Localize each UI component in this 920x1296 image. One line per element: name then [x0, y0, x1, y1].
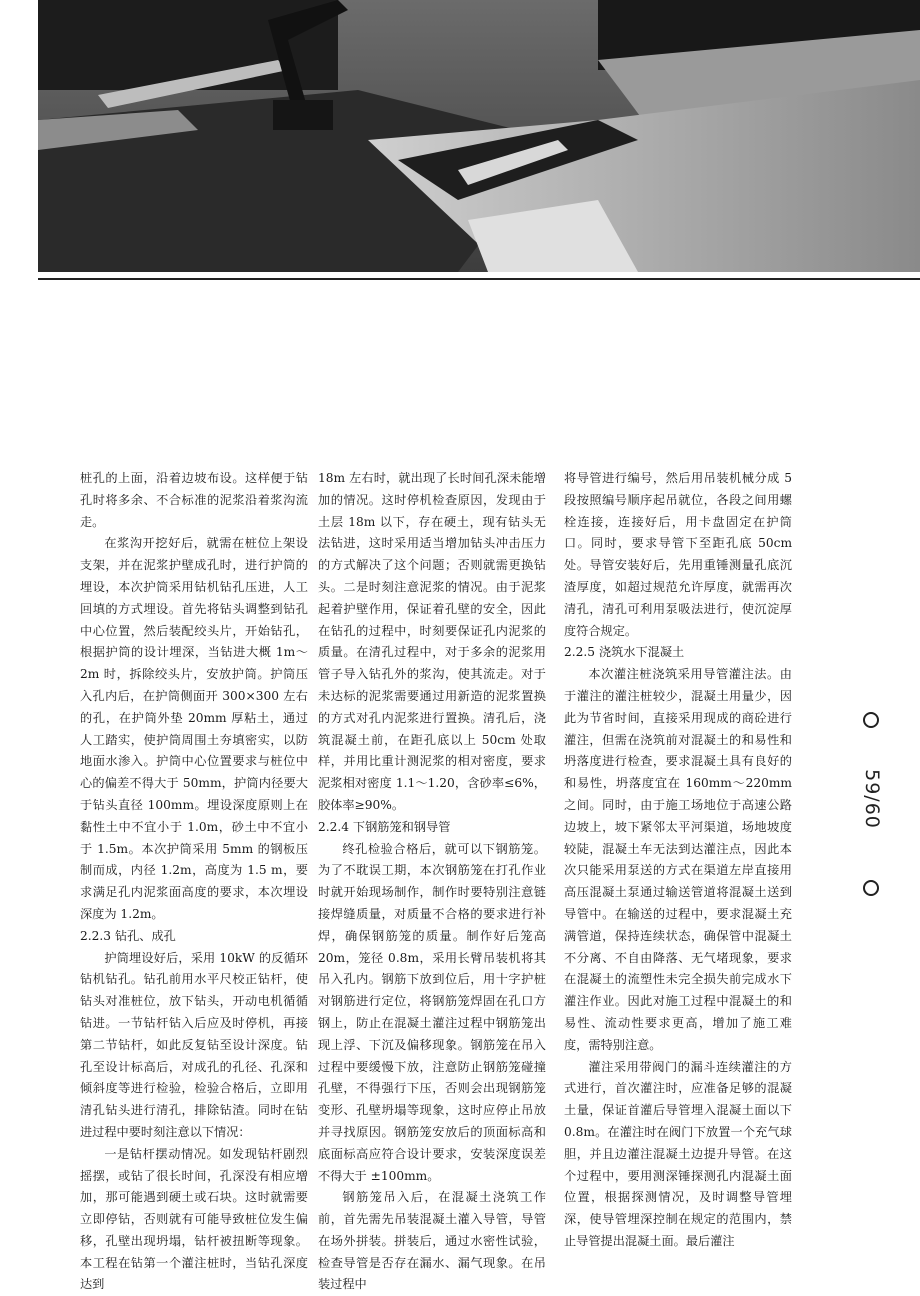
paragraph: 在浆沟开挖好后，就需在桩位上架设支架，并在泥浆护壁成孔时，进行护筒的埋设，本次护筒采用钻机钻孔压进，人工回填的方式埋设。首先将钻头调整到钻孔中心位置，然后装配绞头片，开始钻孔，根据护筒的设计埋深，当钻进大概 1m～2m 时，拆除绞头片，安放护筒。护筒压入孔内后，在护筒侧面开 300×300 左右的孔，在护筒外垫 20mm 厚粘土，通过人工踏实，使护筒周围土夯填密实，以防地面水渗入。护筒中心位置要求与桩位中心的偏差不得大于 50mm，护筒内径要大于钻头直径 100mm。埋设深度原则上在黏性土中不宜小于 1.0m，砂土中不宜小于 1.5m。本次护筒采用 5mm 的钢板压制而成，内径 1.2m，高度为 1.5 m，要求满足孔内泥浆面高度的要求，本次埋设深度为 1.2m。 [80, 536, 308, 921]
paragraph: 一是钻杆摆动情况。如发现钻杆剧烈摇摆，或钻了很长时间，孔深没有相应增加，那可能遇到硬土或石块。这时就需要立即停钻，否则就有可能导致桩位发生偏移，孔壁出现坍塌，钻杆被扭断等现象。本工程在钻第一个灌注桩时，当钻孔深度达到 [80, 1146, 308, 1292]
circle-icon [863, 712, 879, 728]
paragraph: 桩孔的上面，沿着边坡布设。这样便于钻孔时将多余、不合标准的泥浆沿着浆沟流走。 [80, 471, 308, 529]
section-heading: 2.2.5 浇筑水下混凝土 [564, 645, 685, 660]
circle-icon [863, 880, 879, 896]
paragraph: 灌注采用带阀门的漏斗连续灌注的方式进行，首次灌注时，应准备足够的混凝土量，保证首灌后导管埋入混凝土面以下 0.8m。在灌注时在阀门下放置一个充气球胆，并且边灌注混凝土边提升导管。在这个过程中，要用测深锤探测孔内混凝土面位置，根据探测情况，及时调整导管埋深，使导管埋深控制在规定的范围内，禁止导管提出混凝土面。最后灌注 [564, 1059, 792, 1248]
paragraph: 护筒埋设好后，采用 10kW 的反循环钻机钻孔。钻孔前用水平尺校正钻杆，使钻头对准桩位，放下钻头，开动电机循循钻进。一节钻杆钻入后应及时停机，再接第二节钻杆，如此反复钻至设计深度。钻孔至设计标高后，对成孔的孔径、孔深和倾斜度等进行检验，检验合格后，立即用清孔钻头进行清孔，排除钻渣。同时在钻进过程中要时刻注意以下情况： [80, 950, 308, 1139]
paragraph: 钢筋笼吊入后，在混凝土浇筑工作前，首先需先吊装混凝土灌入导管，导管在场外拼装。拼装后，通过水密性试验，检查导管是否存在漏水、漏气现象。在吊装过程中 [318, 1190, 546, 1292]
excavator-body [273, 100, 333, 130]
section-heading: 2.2.4 下钢筋笼和钢导管 [318, 819, 451, 834]
photo-divider [38, 278, 920, 280]
page-number: 59/60 [861, 769, 883, 829]
page-number-block [852, 712, 892, 902]
text-column-2 [318, 468, 546, 1296]
paragraph: 本次灌注桩浇筑采用导管灌注法。由于灌注的灌注桩较少，混凝土用量少，因此为节省时间，直接采用现成的商砼进行灌注，但需在浇筑前对混凝土的和易性和坍落度进行检查，要求混凝土具有良好的和易性，坍落度宜在 160mm～220mm 之间。同时，由于施工场地位于高速公路边坡上，坡下紧邻太平河渠道，场地坡度较陡，混凝土车无法到达灌注点，因此本次只能采用泵送的方式在渠道左岸直接用高压混凝土泵通过输送管道将混凝土送到导管中。在输送的过程中，要求混凝土充满管道，保持连续状态，确保管中混凝土不分离、不自由降落、无气堵现象，要求在混凝土的流塑性未完全损失前完成水下灌注作业。因此对施工过程中混凝土的和易性、流动性要求更高，增加了施工难度，需特别注意。 [564, 667, 792, 1052]
photo-illustration [38, 0, 920, 272]
paragraph: 18m 左右时，就出现了长时间孔深未能增加的情况。这时停机检查原因，发现由于土层 18m 以下，存在硬土，现有钻头无法钻进，这时采用适当增加钻头冲击压力的方式解决了这个问题；否则就需更换钻头。二是时刻注意泥浆的情况。由于泥浆起着护壁作用，保证着孔壁的安全，因此在钻孔的过程中，时刻要保证孔内泥浆的质量。在清孔过程中，对于多余的泥浆用管子导入钻孔外的浆沟，使其流走。对于未达标的泥浆需要通过用新造的泥浆置换的方式对孔内泥浆进行置换。清孔后，浇筑混凝土前，在距孔底以上 50cm 处取样，并用比重计测泥浆的相对密度，要求泥浆相对密度 1.1～1.20，含砂率≤6%，胶体率≥90%。 [318, 471, 546, 812]
paragraph: 将导管进行编号，然后用吊装机械分成 5 段按照编号顺序起吊就位，各段之间用螺栓连接，连接好后，用卡盘固定在护筒口。同时，要求导管下至距孔底 50cm 处。导管安装好后，先用重锤测量孔底沉渣厚度，如超过规范允许厚度，就需再次清孔，清孔可利用泵吸法进行，使沉淀厚度符合规定。 [564, 471, 792, 638]
paragraph: 终孔检验合格后，就可以下钢筋笼。为了不耽误工期，本次钢筋笼在打孔作业时就开始现场制作，制作时要特别注意链接焊缝质量，对质量不合格的要求进行补焊，确保钢筋笼的质量。制作好后笼高 20m，笼径 0.8m，采用长臂吊装机将其吊入孔内。钢筋下放到位后，用十字护桩对钢筋进行定位，将钢筋笼焊固在孔口方钢上，防止在混凝土灌注过程中钢筋笼出现上浮、下沉及偏移现象。钢筋笼在吊入过程中要缓慢下放，注意防止钢筋笼碰撞孔壁，不得强行下压，否则会出现钢筋笼变形、孔壁坍塌等现象，这时应停止吊放并寻找原因。钢筋笼安放后的顶面标高和底面标高应符合设计要求，安装深度误差不得大于 ±100mm。 [318, 841, 546, 1183]
text-column-3 [564, 468, 792, 1253]
construction-site-photo [38, 0, 920, 272]
section-heading: 2.2.3 钻孔、成孔 [80, 928, 176, 943]
text-column-1 [80, 468, 308, 1296]
